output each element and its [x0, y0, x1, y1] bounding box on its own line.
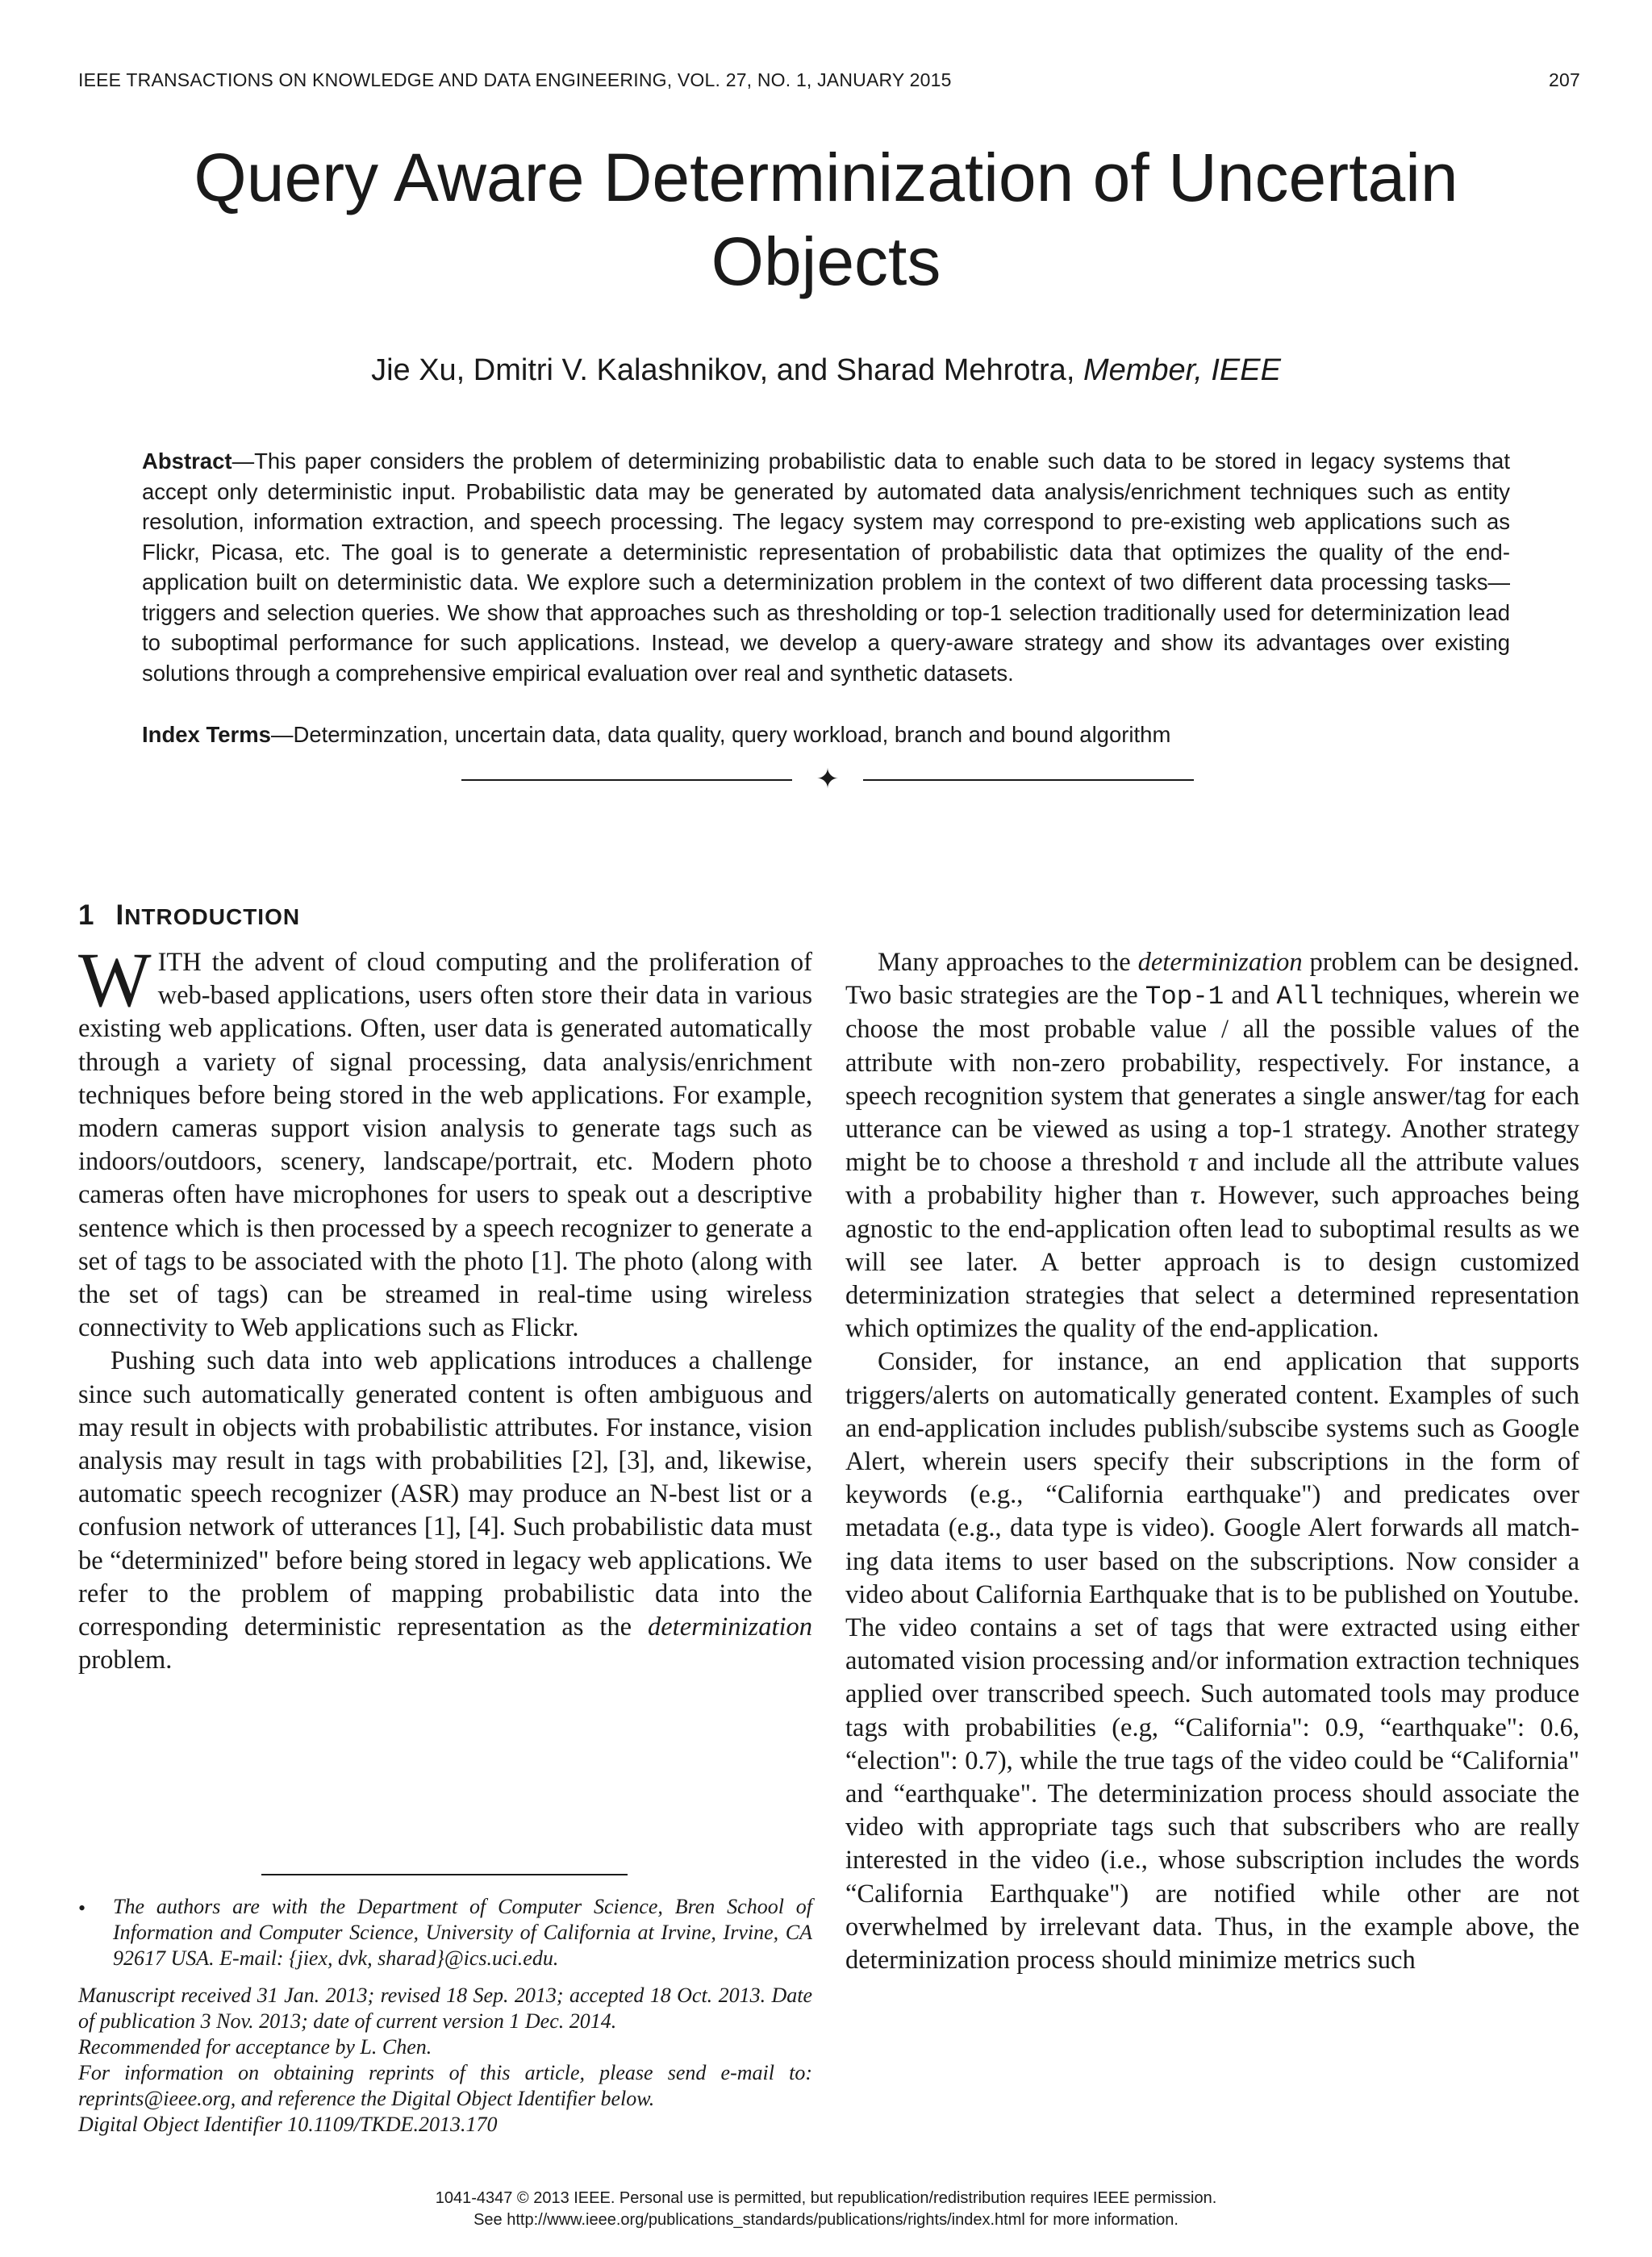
paper-title: [121, 136, 1531, 303]
affiliation-text: The authors are with the Department of Computer Science, Bren School of Information and Computer Science, University of California at Irvine, Irvine, CA 92617 USA. E-mail: {jiex, dvk, sharad}@ics.uci.edu.: [113, 1895, 812, 1970]
section-title-rest: NTRODUCTION: [124, 904, 301, 929]
abstract-text: —This paper considers the problem of determinizing probabilistic data to enable such data to be stored in legacy systems that accept only deterministic input. Probabilistic data may be generated by automated data analysis/enrichment techniques such as entity resolution, information extraction, and speech processing. The legacy system may correspond to pre-existing web applications such as Flickr, Picasa, etc. The goal is to generate a deterministic representation of probabilistic data that optimizes the quality of the end-application built on deterministic data. We explore such a determinization problem in the context of two different data processing tasks—triggers and selection queries. We show that approaches such as thresholding or top-1 selection traditionally used for determinization lead to suboptimal performance for such applications. Instead, we develop a query-aware strategy and show its advantages over existing solutions through a comprehensive empirical evaluation over real and synthetic datasets.: [142, 448, 1510, 686]
footnotes: [78, 1894, 812, 2138]
paragraph: [78, 1345, 812, 1677]
emphasis: determinization: [1137, 948, 1303, 977]
paragraph: [78, 937, 812, 1345]
drop-cap: W: [78, 937, 152, 1023]
paragraph-text: problem.: [78, 1646, 173, 1675]
paragraph-text: Many approaches to the: [878, 948, 1138, 977]
divider-rule-right: [863, 779, 1194, 781]
index-terms-text: —Determinzation, uncertain data, data quality, query workload, branch and bound algorithm: [270, 722, 1171, 747]
abstract: [142, 446, 1510, 688]
section-divider: [461, 766, 1194, 794]
author-names: Jie Xu, Dmitri V. Kalashnikov, and Sharad Mehrotra,: [371, 353, 1075, 387]
code-term: Top-1: [1145, 982, 1224, 1012]
copyright-line-1: 1041-4347 © 2013 IEEE. Personal use is permitted, but republication/redistribution requires IEEE permission.: [435, 2189, 1217, 2207]
paragraph: [845, 946, 1579, 1345]
author-membership: Member, IEEE: [1083, 353, 1281, 387]
page-number: 207: [1549, 69, 1580, 90]
bullet-icon: •: [78, 1896, 86, 1920]
paragraph-text: problem can be designed. Two basic strategies are the: [845, 948, 1580, 1011]
paragraph-text: and: [1224, 981, 1277, 1011]
section-heading: [78, 899, 300, 932]
left-column: [78, 937, 812, 1677]
section-title-initial: I: [115, 899, 125, 931]
recommended-by: Recommended for acceptance by L. Chen.: [78, 2035, 432, 2059]
affiliation-note: [78, 1894, 812, 1971]
paragraph-text: techniques, wherein we choose the most probable value / all the possible values of the attribute with non-zero probability, respectively. For instance, a speech recognition system that generates a single answer/tag for each utterance can be viewed as using a top-1 strategy. Another strategy might be to choose a threshold: [845, 981, 1579, 1178]
running-header: [78, 69, 1580, 91]
index-terms: [142, 720, 1510, 749]
paragraph-text: Pushing such data into web applications introduces a challenge since such automatically generated content is often ambiguous and may result in objects with probabilistic attributes. For instance, vision analysis may result in tags with probabilities [2], [3], and, likewise, automatic speech recognizer (ASR) may produce an N-best list or a confusion network of utterances [1], [4]. Such probabilistic data must be “determinized" before being stored in legacy web applications. We refer to the problem of mapping probabilistic data into the corresponding deterministic representation as the: [78, 1346, 812, 1642]
title-line-1: Query Aware Determinization of Uncertain: [194, 140, 1458, 215]
journal-citation: IEEE TRANSACTIONS ON KNOWLEDGE AND DATA ENGINEERING, VOL. 27, NO. 1, JANUARY 2015: [78, 69, 952, 90]
paragraph: [845, 1345, 1579, 1977]
paragraph-text: and include all the attribute values with a probability higher than: [845, 1148, 1579, 1211]
math-symbol: τ: [1190, 1181, 1200, 1211]
manuscript-history: Manuscript received 31 Jan. 2013; revised 18 Sep. 2013; accepted 18 Oct. 2013. Date of publication 3 Nov. 2013; date of current version 1 Dec. 2014.: [78, 1984, 812, 2033]
section-number: 1: [78, 899, 95, 931]
right-column: [845, 946, 1579, 1977]
divider-diamond-icon: ✦: [816, 765, 840, 795]
doi: Digital Object Identifier 10.1109/TKDE.2013.170: [78, 2113, 498, 2136]
emphasis: determinization: [647, 1612, 812, 1642]
copyright-line-2: See http://www.ieee.org/publications_standards/publications/rights/index.html for more information.: [473, 2211, 1179, 2229]
index-terms-label: Index Terms: [142, 722, 271, 747]
code-term: All: [1276, 982, 1324, 1012]
math-symbol: τ: [1187, 1148, 1198, 1178]
title-line-2: Objects: [711, 223, 941, 299]
copyright-notice: [0, 2188, 1652, 2231]
paragraph-text: . However, such approaches being agnostic to the end-application often lead to suboptimal results as we will see later. A better approach is to design customized determinization strategies that select a determined representation which optimizes the quality of the end-application.: [845, 1181, 1579, 1344]
paragraph-text: the advent of cloud computing and the proliferation of web-based applications, users often store their data in various existing web applications. Often, user data is generated automatically through a variety of signal processing, data analysis/enrichment techniques before being stored in the web applications. For example, modern cameras support vision analysis to generate tags such as indoors/outdoors, scenery, landscape/portrait, etc. Modern photo cameras often have microphones for users to speak out a descriptive sentence which is then processed by a speech recognizer to generate a set of tags to be associated with the photo [1]. The photo (along with the set of tags) can be streamed in real-time using wireless connectivity to Web applications such as Flickr.: [78, 948, 812, 1343]
reprints-info: For information on obtaining reprints of this article, please send e-mail to: reprints@ieee.org, and reference the Digital Object Identifier below.: [78, 2061, 812, 2110]
footnote-rule: [261, 1874, 628, 1875]
paragraph-text: Consider, for instance, an end application that supports triggers/alerts on automatically generated content. Examples of such an end-application includes publish/subscibe systems such as Google Alert, wherein users specify their subscriptions in the form of keywords (e.g., “California earthquake") and predicates over metadata (e.g., data type is video). Google Alert forwards all matching data items to user based on the subscriptions. Now consider a video about California Earthquake that is to be published on Youtube. The video contains a set of tags that were extracted using either automated vision processing and/or information extraction techniques applied over transcribed speech. Such automated tools may produce tags with probabilities (e.g, “California": 0.9, “earthquake": 0.6, “election": 0.7), while the true tags of the video could be “California" and “earthquake". The determinization process should associate the video with appropriate tags such that subscribers who are really interested in the video (i.e., whose subscription includes the words “California Earthquake") are notified while other are not overwhelmed by irrelevant data. Thus, in the example above, the determinization process should minimize metrics such: [845, 1347, 1579, 1975]
abstract-label: Abstract: [142, 448, 232, 474]
lead-in: ITH: [157, 948, 202, 977]
divider-rule-left: [461, 779, 792, 781]
author-list: [121, 353, 1531, 388]
